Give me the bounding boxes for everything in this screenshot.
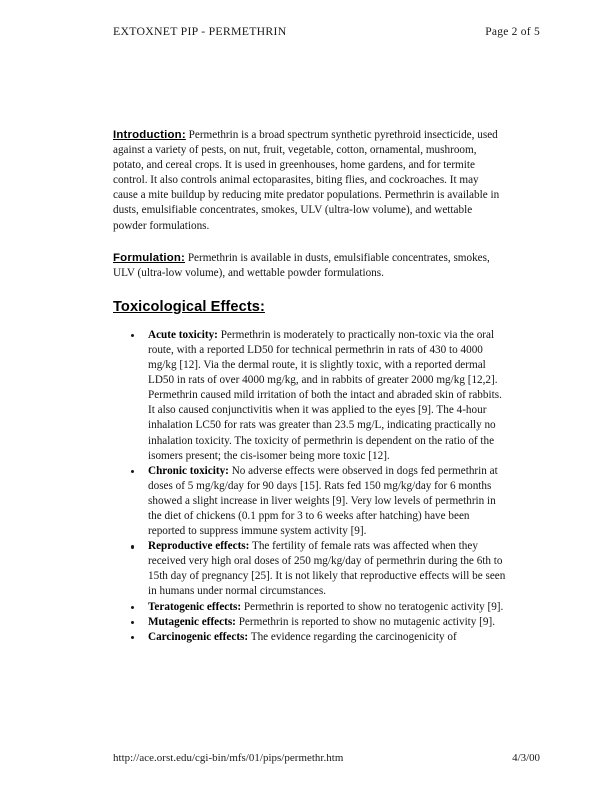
list-item-text: No adverse effects were observed in dogs fed permethrin at doses of 5 mg/kg/day for 90 days [15]. Rats fed 150 mg/kg/day for 6 months showed a slight increase in liver weights [9]. Very low levels of permethrin in the diet of chickens (0.1 ppm for 3 to 6 weeks after hatching) have been reported to suppress immune system activity [9]. [148, 464, 498, 538]
toxicological-effects-list [113, 328, 506, 645]
list-item [127, 539, 506, 599]
bullet-icon [131, 334, 134, 337]
list-item-label: Acute toxicity: [148, 328, 218, 341]
document-title: EXTOXNET PIP - PERMETHRIN [113, 24, 287, 38]
introduction-text: Permethrin is a broad spectrum synthetic pyrethroid insecticide, used against a variety of pests, on nut, fruit, vegetable, cotton, ornamental, mushroom, potato, and cereal crops. It is used in greenhouses, home gardens, and for termite control. It also controls animal ectoparasites, biting flies, and cockroaches. It may cause a mite buildup by reducing mite predator populations. Permethrin is available in dusts, emulsifiable concentrates, smokes, ULV (ultra-low volume), and wettable powder formulations. [113, 129, 500, 232]
footer-date: 4/3/00 [512, 752, 540, 764]
bullet-icon [131, 636, 134, 639]
introduction-paragraph [113, 128, 506, 234]
bullet-icon [131, 606, 134, 609]
formulation-paragraph [113, 251, 506, 281]
list-item-label: Teratogenic effects: [148, 600, 242, 613]
toxicological-effects-heading: Toxicological Effects: [113, 298, 265, 315]
document-body [113, 128, 506, 645]
formulation-text: Permethrin is available in dusts, emulsifiable concentrates, smokes, ULV (ultra-low volume), and wettable powder formulations. [113, 251, 490, 279]
list-item-label: Mutagenic effects: [148, 615, 236, 628]
bullet-icon [131, 470, 134, 473]
list-item [127, 464, 506, 539]
list-item [127, 615, 506, 630]
list-item-label: Reproductive effects: [148, 540, 250, 553]
introduction-heading: Introduction: [113, 129, 186, 141]
page-footer [113, 752, 540, 764]
footer-url: http://ace.orst.edu/cgi-bin/mfs/01/pips/permethr.htm [113, 752, 344, 764]
list-item [127, 630, 506, 645]
list-item [127, 328, 506, 464]
list-item [127, 600, 506, 615]
list-item-text: The evidence regarding the carcinogenicity of [248, 630, 457, 643]
running-head [113, 24, 540, 39]
list-item-text: The fertility of female rats was affected when they received very high oral doses of 250 mg/kg/day of permethrin during the 6th to 15th day of pregnancy [25]. It is not likely that reproductive effects will be seen in humans under normal circumstances. [148, 540, 506, 598]
list-item-label: Carcinogenic effects: [148, 630, 249, 643]
bullet-icon [131, 545, 134, 548]
bullet-icon [131, 621, 134, 624]
page-number: Page 2 of 5 [485, 26, 540, 38]
formulation-heading: Formulation: [113, 251, 186, 264]
list-item-text: Permethrin is reported to show no teratogenic activity [9]. [241, 600, 504, 613]
list-item-text: Permethrin is reported to show no mutagenic activity [9]. [235, 615, 496, 628]
list-item-text: Permethrin is moderately to practically non-toxic via the oral route, with a reported LD50 for technical permethrin in rats of 430 to 4000 mg/kg [12]. Via the dermal route, it is slightly toxic, with a reported dermal LD50 in rats of over 4000 mg/kg, and in rabbits of greater 2000 mg/kg [12,2]. Permethrin caused mild irritation of both the intact and abraded skin of rabbits. It also caused conjunctivitis when it was applied to the eyes [9]. The 4-hour inhalation LC50 for rats was greater than 23.5 mg/L, indicating practically no inhalation toxicity. The toxicity of permethrin is dependent on the ratio of the isomers present; the cis-isomer being more toxic [12]. [148, 328, 502, 462]
list-item-label: Chronic toxicity: [148, 464, 229, 477]
